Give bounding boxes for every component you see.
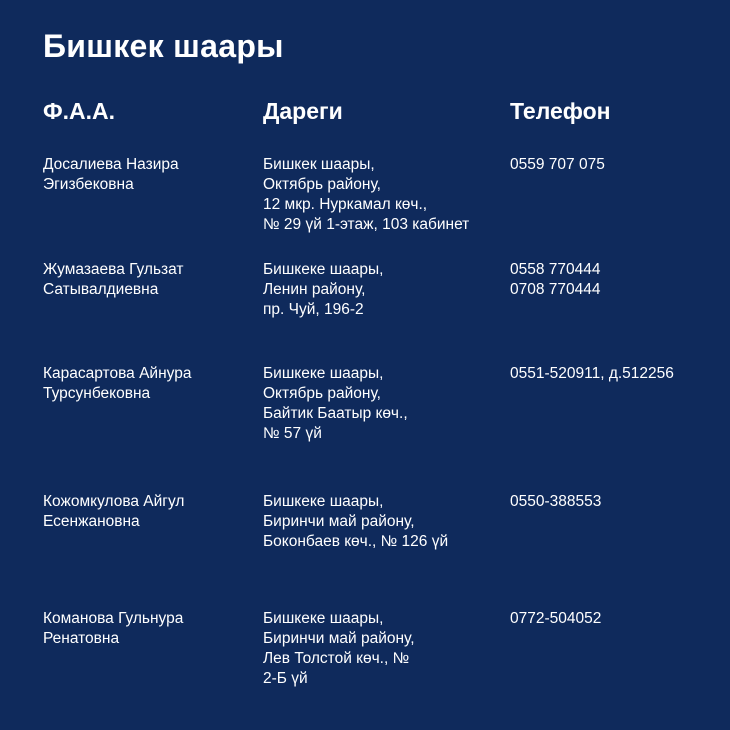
row-phone: 0558 770444 0708 770444 bbox=[510, 261, 601, 298]
row-name: Жумазаева Гульзат Сатывалдиевна bbox=[43, 261, 184, 298]
column-header-name: Ф.А.А. bbox=[43, 98, 116, 124]
row-phone: 0551-520911, д.512256 bbox=[510, 365, 674, 382]
row-address: Бишкеке шаары, Биринчи май району, Лев Толстой көч., № 2-Б үй bbox=[263, 610, 415, 687]
row-name: Карасартова Айнура Турсунбековна bbox=[43, 365, 192, 402]
row-address: Бишкек шаары, Октябрь району, 12 мкр. Нуркамал көч., № 29 үй 1-этаж, 103 кабинет bbox=[263, 156, 470, 233]
column-header-phone: Телефон bbox=[510, 98, 611, 124]
row-address: Бишкеке шаары, Ленин району, пр. Чуй, 196-2 bbox=[263, 261, 384, 318]
row-phone: 0559 707 075 bbox=[510, 156, 605, 173]
row-address: Бишкеке шаары, Биринчи май району, Боконбаев көч., № 126 үй bbox=[263, 493, 449, 550]
row-name: Команова Гульнура Ренатовна bbox=[43, 610, 184, 647]
row-phone: 0550-388553 bbox=[510, 493, 602, 510]
row-phone: 0772-504052 bbox=[510, 610, 602, 627]
row-name: Досалиева Назира Эгизбековна bbox=[43, 156, 179, 193]
column-header-address: Дареги bbox=[263, 98, 343, 124]
row-name: Кожомкулова Айгул Есенжановна bbox=[43, 493, 185, 530]
row-address: Бишкеке шаары, Октябрь району, Байтик Баатыр көч., № 57 үй bbox=[263, 365, 408, 442]
page-title: Бишкек шаары bbox=[43, 28, 284, 64]
